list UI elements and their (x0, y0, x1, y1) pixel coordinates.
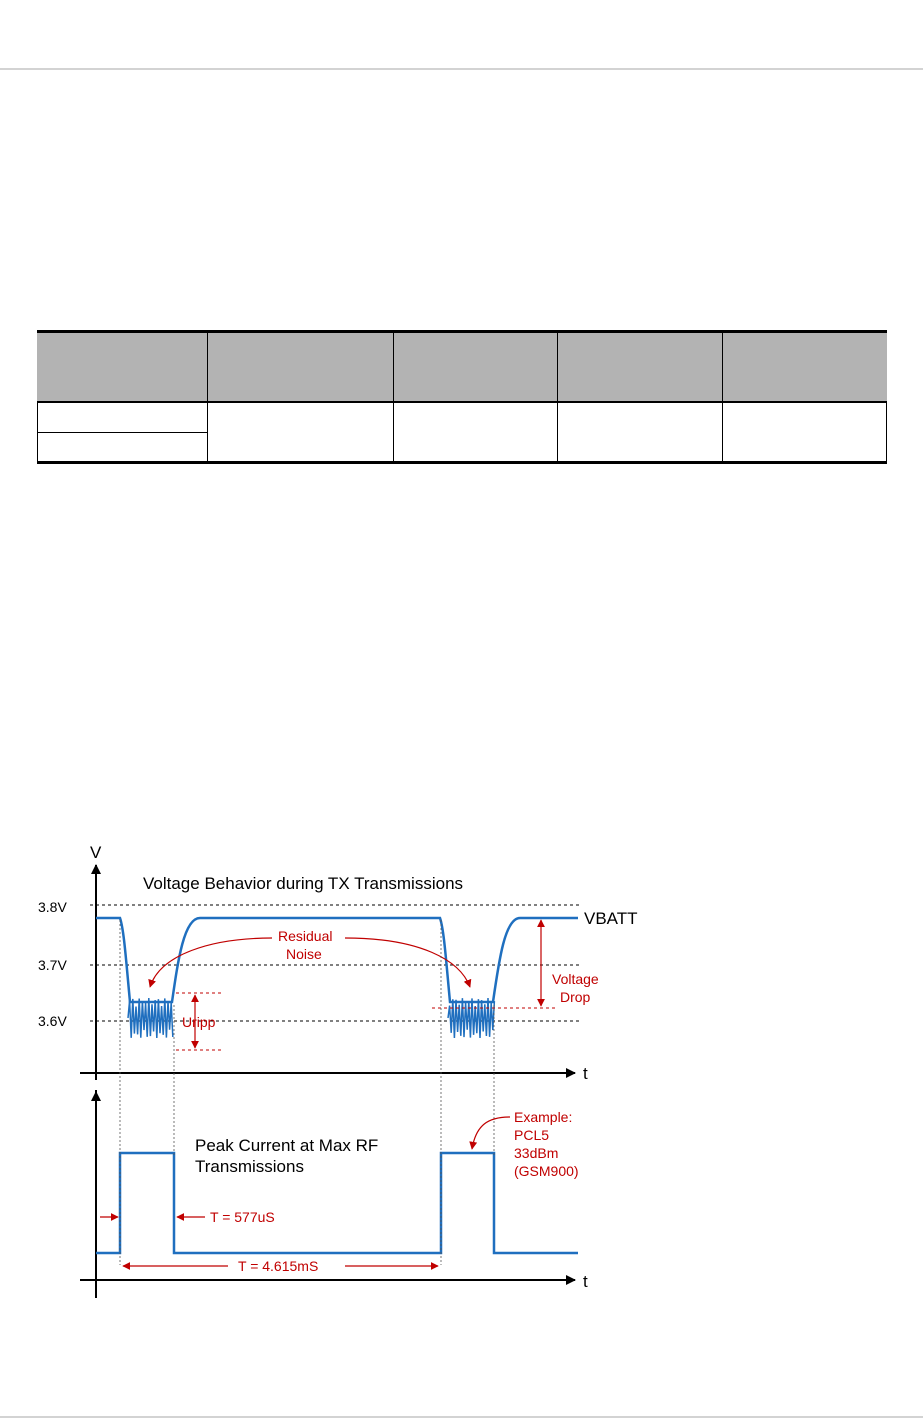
peak-label-2: Transmissions (195, 1157, 304, 1176)
footer-rule (0, 1416, 923, 1418)
example-label-4: (GSM900) (514, 1163, 579, 1179)
table-header-border (37, 401, 887, 403)
v-axis-label: V (90, 843, 102, 862)
example-arrow (472, 1117, 510, 1149)
table-row-divider (37, 432, 207, 433)
tick-3.7: 3.7V (38, 957, 67, 973)
table-right-border (886, 403, 887, 461)
voltage-trace (96, 918, 578, 1002)
noise-burst-1 (128, 998, 173, 1038)
residual-arrow-left (150, 938, 272, 987)
t577-label: T = 577uS (210, 1209, 275, 1225)
residual-label-1: Residual (278, 928, 333, 944)
residual-arrow-right (345, 938, 470, 987)
voltage-drop-label-1: Voltage (552, 971, 599, 987)
header-rule (0, 68, 923, 70)
tick-3.6: 3.6V (38, 1013, 67, 1029)
example-label-2: PCL5 (514, 1127, 550, 1143)
table-col-divider (207, 333, 208, 461)
example-label-3: 33dBm (514, 1145, 559, 1161)
t-axis-top-label: t (583, 1064, 588, 1083)
table-col-divider (557, 333, 558, 461)
voltage-current-diagram (0, 820, 923, 1300)
table-col-divider (722, 333, 723, 461)
table-header-row (37, 333, 887, 401)
current-trace (96, 1153, 578, 1253)
table-bottom-border (37, 461, 887, 464)
residual-label-2: Noise (286, 946, 322, 962)
example-label-1: Example: (514, 1109, 573, 1125)
diagram-title: Voltage Behavior during TX Transmissions (143, 874, 464, 893)
vbatt-label: VBATT (584, 909, 638, 928)
t-axis-bottom-label: t (583, 1272, 588, 1291)
noise-burst-2 (448, 998, 494, 1038)
voltage-drop-label-2: Drop (560, 989, 591, 1005)
peak-label-1: Peak Current at Max RF (195, 1136, 379, 1155)
table-col-divider (393, 333, 394, 461)
uripp-label: Uripp (182, 1014, 216, 1030)
tick-3.8: 3.8V (38, 899, 67, 915)
spec-table (37, 330, 887, 464)
t4615-label: T = 4.615mS (238, 1258, 319, 1274)
